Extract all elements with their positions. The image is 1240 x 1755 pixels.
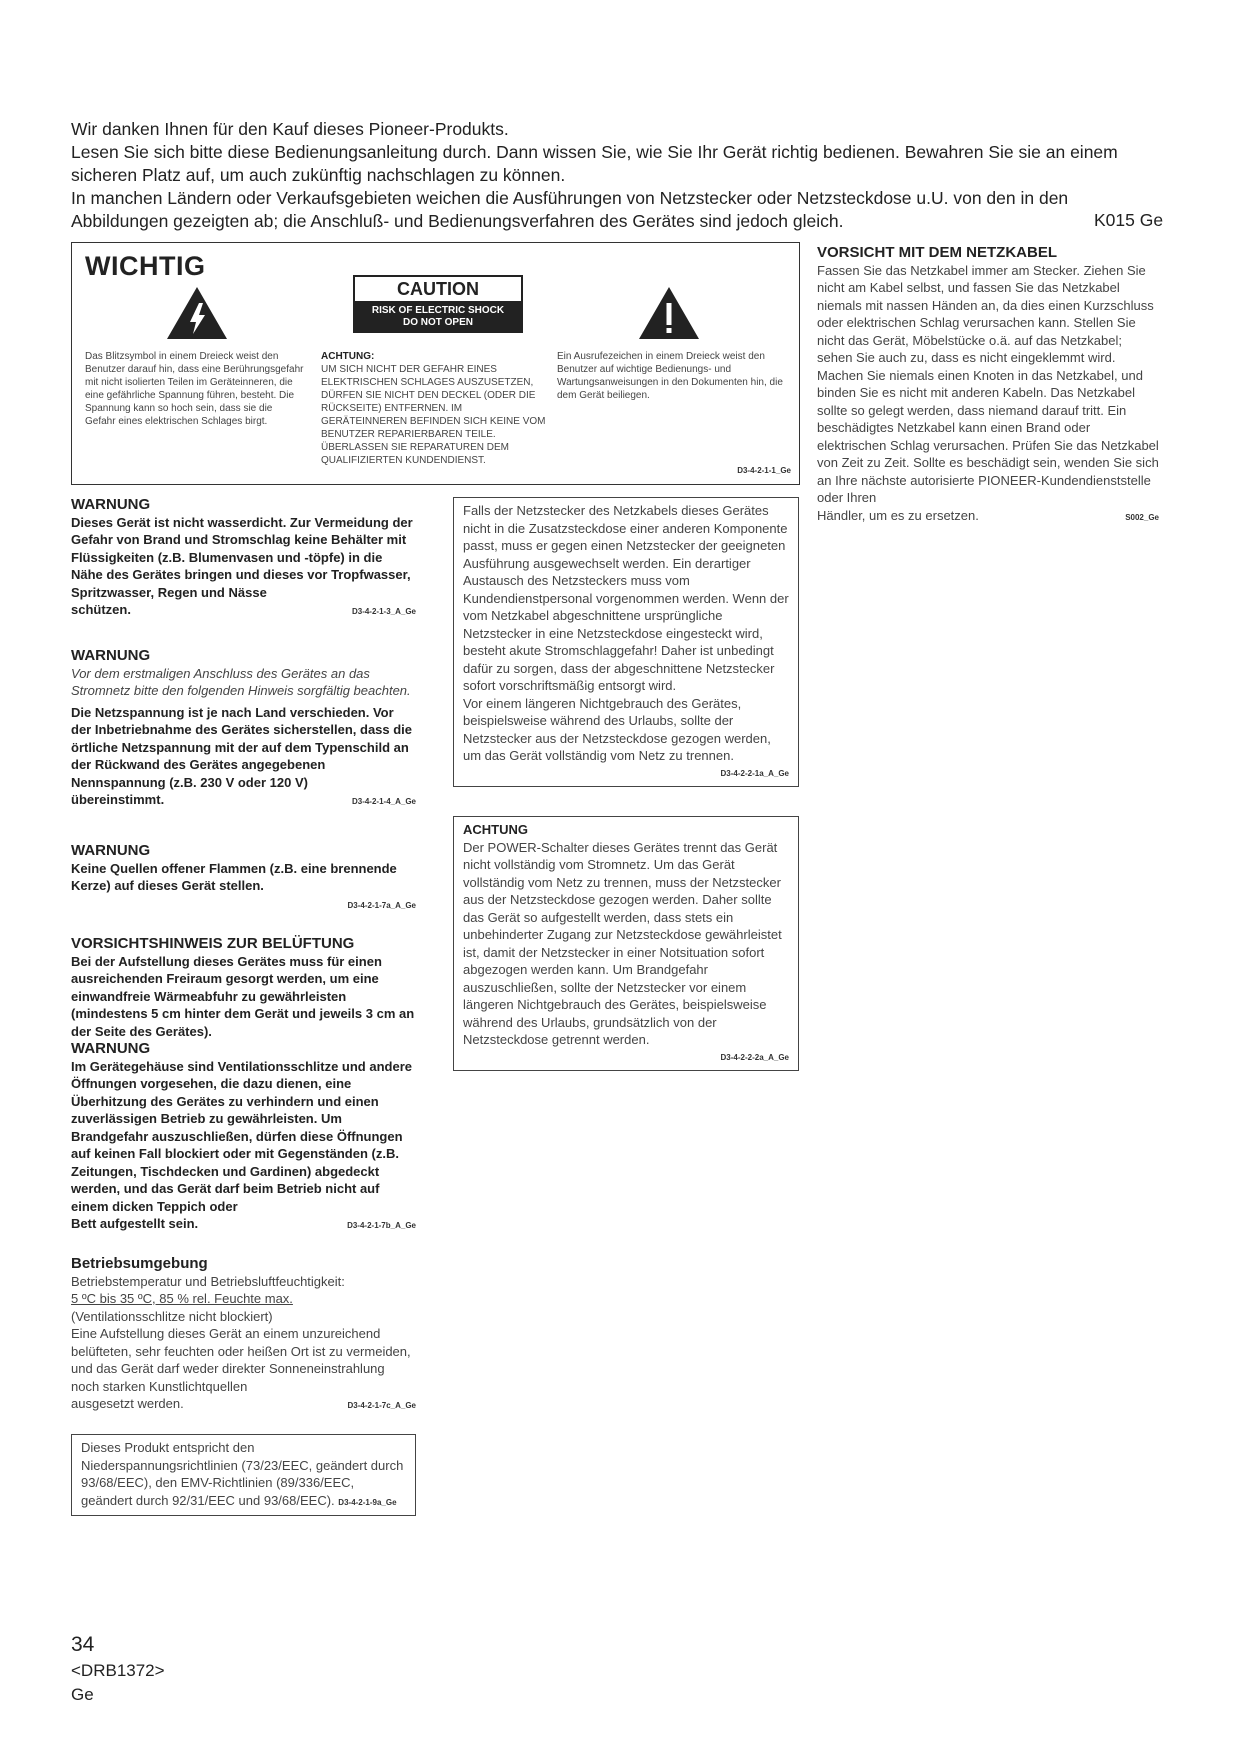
ventilation-warning-body: Im Gerätegehäuse sind Ventilationsschlitze und andere Öffnungen vorgesehen, die dazu dienen, eine Überhitzung des Gerätes zu verhindern und einen zuverlässigen Betrieb zu gewährleisten. Um Brandgefahr auszuschließen, dürfen diese Öffnungen auf keinen Fall blockiert oder mit Gegenständen (z.B. Zeitungen, Tischdecken und Gardinen) abgedeckt werden, und das Gerät darf beim Betrieb nicht auf einem dicken Teppich oder [71, 1058, 412, 1214]
warning-water-last: schützen. [71, 602, 131, 617]
power-cord-body: Fassen Sie das Netzkabel immer am Stecker. Ziehen Sie nicht am Kabel selbst, und fassen Sie das Netzkabel niemals mit nassen Händen an, da dies einen Kurzschluss oder elektrischen Schlag verursachen kann. Stellen Sie nicht das Gerät, Möbelstücke o.ä. auf das Netzkabel; sehen Sie auch zu, dass es nicht eingeklemmt wird. Machen Sie niemals einen Knoten in das Netzkabel, und binden Sie es nicht mit anderen Kabeln. Das Netzkabel sollte so gelegt werden, dass niemand darauf tritt. Ein beschädigtes Netzkabel kann einen Brand oder elektrischen Schlag verursachen. Prüfen Sie das Netzkabel von Zeit zu Zeit. Sollte es beschädigt sein, wenden Sie sich an Ihre nächste autorisierte PIONEER-Kundendienststelle oder Ihren [817, 262, 1159, 505]
intro-code: K015 Ge [1094, 210, 1164, 230]
warning-flame-head: WARNUNG [71, 842, 151, 859]
warning-voltage-body: Die Netzspannung ist je nach Land verschieden. Vor der Inbetriebnahme des Gerätes sicherstellen, dass die örtliche Netzspannung mit der auf dem Typenschild an der Rückwand des Gerätes angegebenen Nennspannung (z.B. 230 V oder 120 V) [71, 704, 413, 790]
caution-label [353, 275, 523, 333]
footer-doc [71, 1659, 165, 1707]
wichtig-code: D3-4-2-1-1_Ge [737, 466, 791, 475]
caution-sub1: RISK OF ELECTRIC SHOCK [371, 305, 505, 316]
power-switch-body: Der POWER-Schalter dieses Gerätes trennt das Gerät nicht vollständig vom Stromnetz. Um das Gerät vollständig vom Netz zu trennen, muss der Netzstecker aus der Netzsteckdose gezogen werden. Daher sollte das Gerät so aufgestellt werden, dass stets ein unbehinderter Zugang zur Netzsteckdose gewährleistet ist, damit der Netzstecker in einer Notsituation sofort abgezogen werden kann. Um Brandgefahr auszuschließen, sollte der Netzstecker vor einem längeren Nichtgebrauch des Gerätes, beispielsweise während des Urlaubs, grundsätzlich von der Netzsteckdose getrennt werden. [463, 839, 782, 1047]
intro-line2: Lesen Sie sich bitte diese Bedienungsanleitung durch. Dann wissen Sie, wie Sie Ihr Gerät richtig bedienen. Bewahren Sie sie an einem sicheren Platz auf, um auch zukünftig nachschlagen zu können. [71, 142, 1118, 185]
exclamation-warning-icon [637, 285, 701, 341]
warning-flame-code: D3-4-2-1-7a_A_Ge [347, 900, 416, 910]
wichtig-col2-body: UM SICH NICHT DER GEFAHR EINES ELEKTRISCHEN SCHLAGES AUSZUSETZEN, DÜRFEN SIE NICHT DEN DECKEL (ODER DIE RÜCKSEITE) ENTFERNEN. IM GERÄTEINNEREN BEFINDEN SICH KEINE VOM BENUTZER REPARIERBAREN TEILE. ÜBERLASSEN SIE REPARATUREN DEM QUALIFIZIERTEN KUNDENDIENST. [321, 364, 546, 466]
power-switch-box [453, 816, 799, 1071]
operating-environment-line1: Betriebstemperatur und Betriebsluftfeuchtigkeit: [71, 1273, 345, 1289]
warning-voltage [71, 647, 416, 811]
ventilation-warning-head: WARNUNG [71, 1040, 151, 1057]
footer-doc-code: <DRB1372> [71, 1661, 165, 1680]
lightning-warning-icon [165, 285, 229, 341]
warning-water [71, 496, 416, 621]
caution-sub2: DO NOT OPEN [402, 317, 473, 328]
operating-environment-line2: 5 ºC bis 35 ºC, 85 % rel. Feuchte max. [71, 1291, 293, 1306]
power-switch-head: ACHTUNG [463, 822, 528, 837]
warning-water-code: D3-4-2-1-3_A_Ge [351, 607, 416, 616]
plug-replacement-body: Falls der Netzstecker des Netzkabels dieses Gerätes nicht in die Zusatzsteckdose einer anderen Komponente passt, muss er gegen einen Netzstecker der geeigneten Ausführung ausgewechselt werden. Ein derartiger Austausch des Netzsteckers muss vom Kundendienstpersonal vorgenommen werden. Wenn der vom Netzkabel abgeschnittene ursprüngliche Netzstecker in eine Netzsteckdose eingesteckt wird, besteht akute Stromschlaggefahr! Daher ist unbedingt dafür zu sorgen, dass der abgeschnittene Netzstecker sofort vorschriftsmäßig entsorgt wird. [463, 503, 789, 693]
warning-voltage-head: WARNUNG [71, 647, 151, 664]
wichtig-col2 [321, 350, 546, 467]
eec-compliance-code: D3-4-2-1-9a_Ge [338, 1497, 397, 1507]
warning-flame [71, 842, 416, 914]
eec-compliance-box [71, 1434, 416, 1516]
operating-environment-last: ausgesetzt werden. [71, 1396, 184, 1411]
ventilation-warning-last: Bett aufgestellt sein. [71, 1216, 199, 1231]
warning-voltage-last: übereinstimmt. [71, 792, 165, 807]
wichtig-col1: Das Blitzsymbol in einem Dreieck weist den Benutzer darauf hin, dass eine Berührungsgefahr mit nicht isolierten Teilen im Geräteinneren, die eine gefährliche Spannung führen, besteht. Die Spannung kann so hoch sein, dass sie die Gefahr eines elektrischen Schlages birgt. [85, 351, 304, 427]
operating-environment-head: Betriebsumgebung [71, 1255, 208, 1272]
caution-title: CAUTION [355, 277, 521, 303]
page-number: 34 [71, 1633, 95, 1656]
operating-environment-line3: (Ventilationsschlitze nicht blockiert) [71, 1308, 273, 1324]
intro-line1: Wir danken Ihnen für den Kauf dieses Pioneer-Produkts. [71, 119, 509, 139]
power-cord-head: VORSICHT MIT DEM NETZKABEL [817, 244, 1057, 261]
warning-water-head: WARNUNG [71, 496, 151, 513]
warning-water-body: Dieses Gerät ist nicht wasserdicht. Zur Vermeidung der Gefahr von Brand und Stromschlag keine Behälter mit Flüssigkeiten (z.B. Blumenvasen und -töpfe) in die Nähe des Gerätes bringen und dieses vor Tropfwasser, Spritzwasser, Regen und Nässe [71, 514, 413, 600]
ventilation-body: Bei der Aufstellung dieses Gerätes muss für einen ausreichenden Freiraum gesorgt werden, um eine einwandfreie Wärmeabfuhr zu gewährleisten (mindestens 5 cm hinter dem Gerät und jeweils 3 cm an der Seite des Gerätes). [71, 953, 415, 1039]
wichtig-col3: Ein Ausrufezeichen in einem Dreieck weist den Benutzer auf wichtige Bedienungs- und Wartungsanweisungen in den Dokumenten hin, die dem Gerät beiliegen. [557, 351, 783, 401]
plug-replacement-box [453, 497, 799, 787]
intro-line3: In manchen Ländern oder Verkaufsgebieten weichen die Ausführungen von Netzstecker oder Netzsteckdose u.U. von den in den Abbildungen gezeigten ab; die Anschluß- und Bedienungsverfahren des Gerätes sind jedoch gleich. [71, 188, 1069, 231]
plug-replacement-code: D3-4-2-2-1a_A_Ge [720, 768, 789, 778]
footer-lang: Ge [71, 1685, 94, 1704]
warning-flame-body: Keine Quellen offener Flammen (z.B. eine brennende Kerze) auf dieses Gerät stellen. [71, 860, 397, 893]
ventilation-code: D3-4-2-1-7b_A_Ge [347, 1221, 416, 1230]
wichtig-col2-head: ACHTUNG: [321, 351, 375, 362]
power-cord-last: Händler, um es zu ersetzen. [817, 507, 979, 523]
power-cord-caution [817, 244, 1159, 526]
eec-compliance-last: geändert durch 92/31/EEC und 93/68/EEC). [81, 1492, 335, 1508]
power-switch-code: D3-4-2-2-2a_A_Ge [720, 1052, 789, 1062]
operating-environment-code: D3-4-2-1-7c_A_Ge [347, 1401, 416, 1410]
intro-line3-row [71, 187, 1174, 233]
warning-voltage-code: D3-4-2-1-4_A_Ge [351, 797, 416, 806]
warning-voltage-italic: Vor dem erstmaligen Anschluss des Gerätes an das Stromnetz bitte den folgenden Hinweis sorgfältig beachten. [71, 665, 411, 698]
ventilation-head: VORSICHTSHINWEIS ZUR BELÜFTUNG [71, 935, 355, 952]
ventilation-notice [71, 935, 416, 1235]
caution-subtitle [355, 303, 521, 333]
plug-replacement-body2: Vor einem längeren Nichtgebrauch des Gerätes, beispielsweise während des Urlaubs, sollte der Netzstecker aus der Netzsteckdose gezogen werden, um das Gerät vollständig vom Netz zu trennen. [463, 695, 771, 763]
wichtig-box [71, 242, 800, 485]
operating-environment-body: Eine Aufstellung dieses Gerät an einem unzureichend belüfteten, sehr feuchten oder heißen Ort ist zu vermeiden, und das Gerät darf weder direkter Sonneneinstrahlung noch starken Kunstlichtquellen [71, 1326, 411, 1394]
wichtig-title: WICHTIG [85, 251, 206, 281]
eec-compliance-body: Dieses Produkt entspricht den Niederspannungsrichtlinien (73/23/EEC, geändert durch 93/68/EEC), den EMV-Richtlinien (89/336/EEC, [81, 1440, 404, 1490]
power-cord-code: S002_Ge [1125, 512, 1159, 522]
intro [71, 118, 1174, 233]
operating-environment [71, 1255, 416, 1415]
